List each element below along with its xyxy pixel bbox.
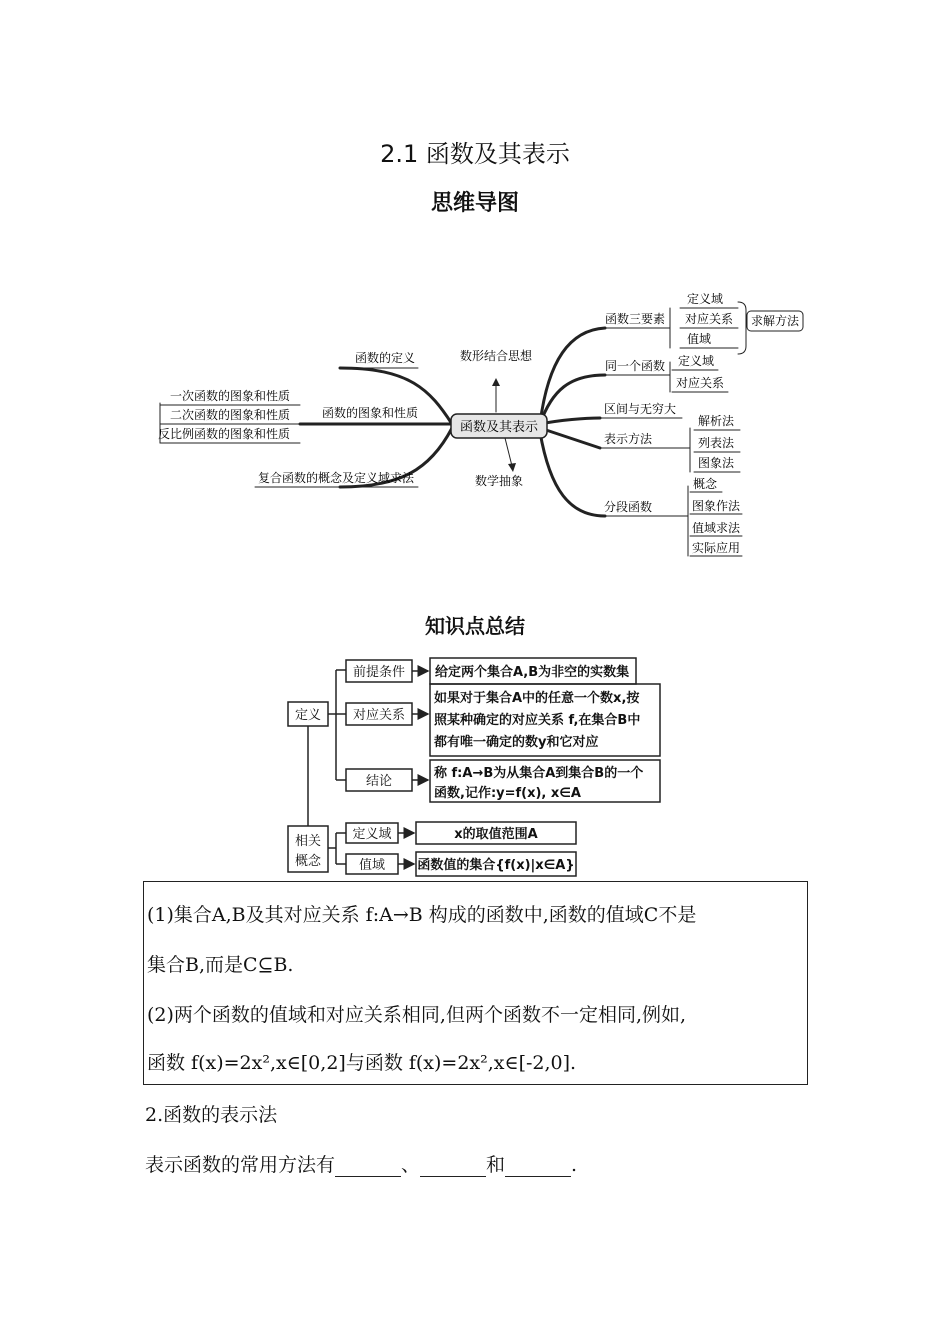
answer-blank[interactable] [505,1156,571,1177]
mm-three-elements: 函数三要素 [604,312,666,326]
mm-same-function: 同一个函数 [604,359,666,373]
mm-graph-item: 二次函数的图象和性质 [169,408,291,422]
summary-domain-text: x的取值范围A [454,827,538,842]
mm-piece-item: 值域求法 [691,521,741,535]
answer-blank[interactable] [335,1156,401,1177]
section-title: 2.1 函数及其表示 [380,140,570,168]
summary-heading: 知识点总结 [425,614,525,638]
summary-domain-label: 定义域 [352,827,392,842]
summary-related-label: 相关 [294,834,322,849]
answer-blank[interactable] [420,1156,486,1177]
summary-definition-label: 定义 [294,708,322,723]
mm-same-item: 对应关系 [675,376,725,390]
section2-heading: 2.函数的表示法 [145,1104,278,1126]
summary-mapping-line: 如果对于集合A中的任意一个数x,按 [434,691,640,706]
sentence-end: . [571,1154,578,1176]
summary-conclusion-line: 称 f:A→B为从集合A到集合B的一个 [434,766,644,781]
sentence-start: 表示函数的常用方法有 [145,1154,336,1176]
mm-graph-props: 函数的图象和性质 [321,406,419,420]
mm-rep-item: 列表法 [697,436,735,450]
section2-sentence [145,1150,577,1177]
summary-range-label: 值域 [358,858,386,873]
summary-mapping-line: 都有唯一确定的数y和它对应 [434,735,599,750]
mindmap-center: 函数及其表示 [459,420,539,435]
sentence-sep: 、 [401,1154,421,1176]
note-line: 函数 f(x)=2x²,x∈[0,2]与函数 f(x)=2x²,x∈[-2,0]. [147,1052,577,1074]
mm-three-item: 定义域 [686,292,724,306]
mm-three-item: 值域 [686,332,712,346]
mm-interval: 区间与无穷大 [603,402,677,416]
mm-rep-item: 图象法 [697,456,735,470]
summary-range-text: 函数值的集合{f(x)|x∈A} [417,858,575,873]
note-line: (1)集合A,B及其对应关系 f:A→B 构成的函数中,函数的值域C不是 [147,904,697,926]
mindmap [0,0,950,600]
mm-piecewise: 分段函数 [603,500,653,514]
summary-conclusion-label: 结论 [365,774,393,789]
branch-piecewise [540,432,605,516]
summary-mapping-label: 对应关系 [352,708,406,723]
mindmap-top-label: 数形结合思想 [459,349,533,363]
mm-composite: 复合函数的概念及定义域求法 [257,471,415,485]
mm-piece-item: 概念 [692,477,718,491]
mm-piece-item: 图象作法 [691,499,741,513]
summary-related-label: 概念 [294,854,322,869]
mm-rep-item: 解析法 [697,414,735,428]
summary-premise-label: 前提条件 [352,665,406,680]
sentence-sep: 和 [486,1154,506,1176]
mindmap-heading: 思维导图 [430,191,519,216]
note-line: 集合B,而是C⊆B. [147,954,294,976]
mm-graph-item: 反比例函数的图象和性质 [157,427,291,441]
mindmap-bottom-label: 数学抽象 [474,474,524,488]
note-box [143,881,808,1085]
branch-representation [540,428,600,448]
mm-piece-item: 实际应用 [691,541,741,555]
mm-definition: 函数的定义 [354,351,416,365]
mm-three-item: 对应关系 [684,312,734,326]
summary-premise-text: 给定两个集合A,B为非空的实数集 [435,665,630,680]
mm-same-item: 定义域 [677,354,715,368]
branch-interval [540,418,600,424]
summary-diagram [0,640,950,880]
mm-graph-item: 一次函数的图象和性质 [169,389,291,403]
summary-conclusion-line: 函数,记作:y=f(x), x∈A [434,786,581,801]
mm-representation: 表示方法 [603,432,653,446]
note-line: (2)两个函数的值域和对应关系相同,但两个函数不一定相同,例如, [147,1004,687,1026]
mm-solve-method: 求解方法 [750,314,800,328]
summary-mapping-line: 照某种确定的对应关系 f,在集合B中 [434,713,641,728]
